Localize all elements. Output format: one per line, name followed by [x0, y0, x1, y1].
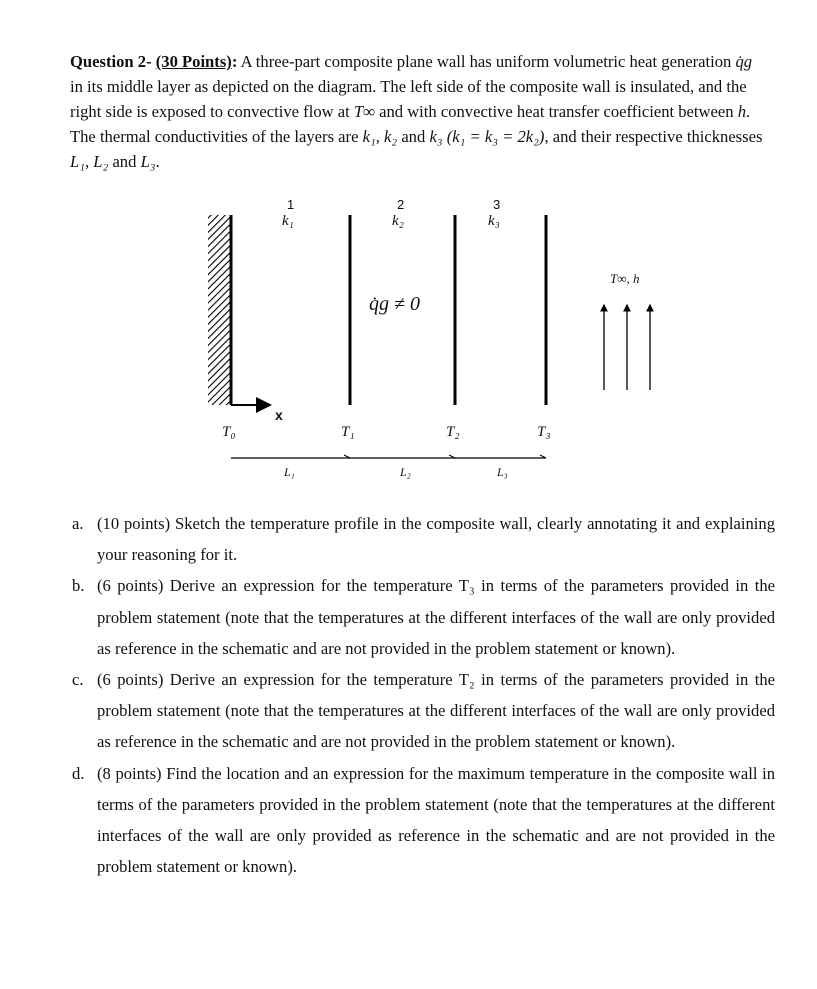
- insulation-hatch: [208, 215, 230, 405]
- layer-number-1: 1: [287, 197, 295, 212]
- intro-text-4: . The thermal conductivities of the layers are: [70, 102, 751, 146]
- math-h: h: [737, 102, 746, 121]
- intro-text-5: and: [397, 127, 430, 146]
- layer-k-1: k₁: [282, 213, 294, 229]
- sub-question-d: [70, 758, 775, 883]
- sub-question-text: (6 points) Derive an expression for the temperature T₃ in terms of the parameters provided in the problem statement (note that the temperatures at the different interfaces of the wall are only provided as reference in the schematic and are not provided in the problem statement or known).: [97, 576, 775, 658]
- math-l-list: L₁, L₂: [70, 152, 109, 171]
- x-axis-label: x: [275, 407, 283, 423]
- intro-text-6: , and their respective thicknesses: [544, 127, 763, 146]
- sub-question-b: [70, 570, 775, 664]
- math-k3-relation: k₃ (k₁ = k₃ = 2k₂): [429, 127, 545, 146]
- sub-question-letter: d.: [72, 763, 85, 783]
- intro-text-1: A three-part composite plane wall has uniform volumetric heat generation: [240, 52, 736, 71]
- layer-k-2: k₂: [392, 213, 404, 229]
- diagram-graphics: [0, 185, 817, 495]
- sub-question-letter: a.: [72, 514, 84, 533]
- math-k-list: k₁, k₂: [362, 127, 398, 146]
- temperature-label-t1: T₁: [341, 424, 355, 440]
- layer-number-3: 3: [493, 197, 501, 212]
- question-colon: :: [231, 52, 238, 71]
- intro-text-2: in its middle layer as depicted on the diagram. The left side of the composite wall is insulated, and the right side is exposed to convective flow at: [70, 77, 747, 121]
- sub-question-text: (10 points) Sketch the temperature profile in the composite wall, clearly annotating it and explaining your reasoning for it.: [97, 514, 775, 565]
- question-statement: [70, 49, 765, 174]
- layer-number-2: 2: [397, 197, 405, 212]
- layer-k-3: k₃: [488, 213, 500, 229]
- thickness-label-l1: L₁: [284, 465, 295, 479]
- sub-question-a: [70, 508, 775, 570]
- thickness-label-l3: L₃: [497, 465, 508, 479]
- sub-question-text: (6 points) Derive an expression for the temperature T₂ in terms of the parameters provided in the problem statement (note that the temperatures at the different interfaces of the wall are only provided as reference in the schematic and are not provided in the problem statement or known).: [97, 670, 775, 752]
- sub-question-text: (8 points) Find the location and an expression for the maximum temperature in the composite wall in terms of the parameters provided in the problem statement (note that the temperatures at the different interfaces of the wall are only provided as reference in the schematic and are not provided in the problem statement or known).: [97, 763, 775, 877]
- sub-questions: [70, 508, 775, 882]
- temperature-label-t0: T₀: [222, 424, 236, 440]
- temperature-label-t2: T₂: [446, 424, 460, 440]
- math-l3: L₃: [140, 152, 156, 171]
- generation-label: q̇g ≠ 0: [369, 293, 420, 315]
- question-points: (30 Points): [155, 52, 232, 71]
- question-label: Question 2-: [70, 52, 152, 71]
- intro-text-3: and with convective heat transfer coefficient between: [374, 102, 738, 121]
- sub-question-letter: b.: [72, 576, 85, 596]
- sub-question-c: [70, 664, 775, 758]
- ambient-label: T∞, h: [610, 271, 640, 286]
- thickness-label-l2: L₂: [400, 465, 411, 479]
- math-qg: q̇g: [735, 52, 753, 71]
- composite-wall-diagram: [0, 185, 817, 495]
- math-tinf: T∞: [353, 102, 375, 121]
- intro-text-7: and: [108, 152, 141, 171]
- sub-question-letter: c.: [72, 670, 84, 690]
- intro-text-8: .: [155, 152, 160, 171]
- temperature-label-t3: T₃: [537, 424, 551, 440]
